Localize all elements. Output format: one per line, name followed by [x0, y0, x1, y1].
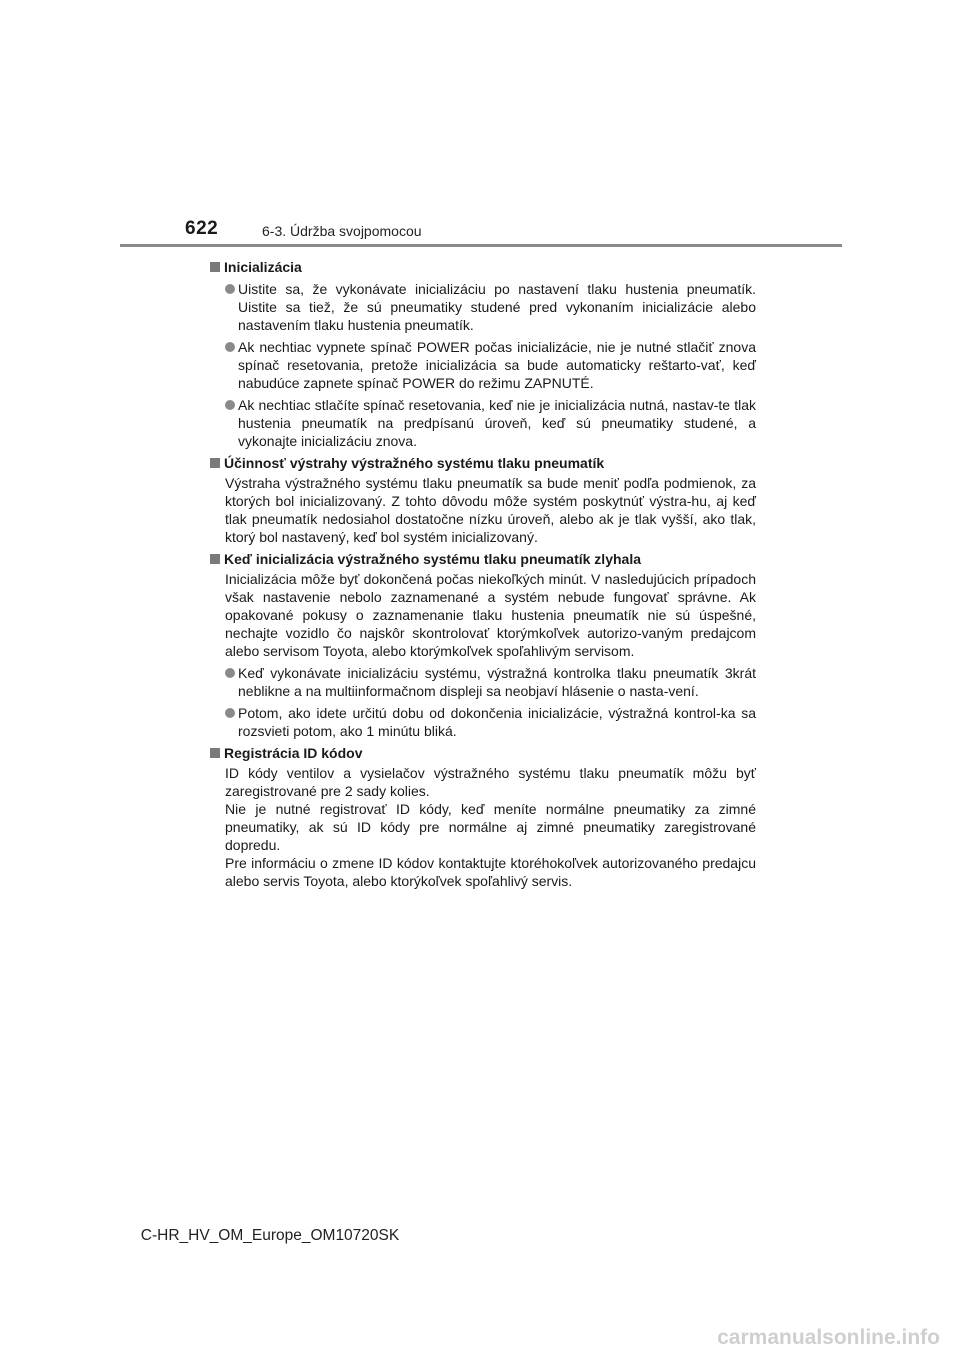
section-initialization-failed: [208, 550, 756, 740]
list-item: Keď vykonávate inicializáciu systému, výstražná kontrolka tlaku pneumatík 3krát neblikne a na multiinformačnom displeji sa neobjaví hlásenie o nasta-vení.: [225, 664, 756, 700]
round-bullet-icon: [225, 342, 235, 352]
list-item: Ak nechtiac stlačíte spínač resetovania, keď nie je inicializácia nutná, nastav-te tlak hustenia pneumatík na predpísanú úroveň, keď sú pneumatiky studené, a vykonajte inicializáciu znova.: [225, 396, 756, 450]
section-id-registration: [208, 744, 756, 890]
page-number: 622: [185, 218, 219, 239]
section-heading: Účinnosť výstrahy výstražného systému tlaku pneumatík: [208, 454, 756, 472]
page-content: [208, 254, 756, 894]
section-heading: Inicializácia: [208, 258, 756, 276]
paragraph: Inicializácia môže byť dokončená počas niekoľkých minút. V nasledujúcich prípadoch však nastavenie nebolo zaznamenané a systém nebude fungovať správne. Ak opakované pokusy o zaznamenanie tlaku hustenia pneumatík nie sú úspešné, nechajte vozidlo čo najskôr skontrolovať ktorýmkoľvek autorizo-vaným predajcom alebo servisom Toyota, alebo ktorýmkoľvek spoľahlivým servisom.: [225, 571, 756, 659]
square-bullet-icon: [210, 262, 220, 272]
round-bullet-icon: [225, 400, 235, 410]
header-divider: [120, 244, 842, 247]
watermark: carmanualsonline.info: [717, 1326, 940, 1349]
list-item: Potom, ako idete určitú dobu od dokončenia inicializácie, výstražná kontrol-ka sa rozsvieti potom, ako 1 minútu bliká.: [225, 704, 756, 740]
round-bullet-icon: [225, 284, 235, 294]
document-footer: C-HR_HV_OM_Europe_OM10720SK: [140, 1227, 400, 1244]
section-heading: Registrácia ID kódov: [208, 744, 756, 762]
paragraph: Pre informáciu o zmene ID kódov kontaktujte ktoréhokoľvek autorizovaného predajcu alebo servis Toyota, alebo ktorýkoľvek spoľahlivý servis.: [225, 855, 756, 889]
paragraph: Nie je nutné registrovať ID kódy, keď meníte normálne pneumatiky za zimné pneumatiky, ak sú ID kódy pre normálne aj zimné pneumatiky zaregistrované dopredu.: [225, 801, 756, 853]
square-bullet-icon: [210, 554, 220, 564]
list-item: Uistite sa, že vykonávate inicializáciu po nastavení tlaku hustenia pneumatík. Uistite sa tiež, že sú pneumatiky studené pred vykonaním inicializácie alebo nastavením tlaku hustenia pneumatík.: [225, 280, 756, 334]
list-item: Ak nechtiac vypnete spínač POWER počas inicializácie, nie je nutné stlačiť znova spínač resetovania, pretože inicializácia sa bude automaticky reštarto-vať, keď nabudúce zapnete spínač POWER do režimu ZAPNUTÉ.: [225, 338, 756, 392]
round-bullet-icon: [225, 708, 235, 718]
square-bullet-icon: [210, 748, 220, 758]
section-warning-effectiveness: [208, 454, 756, 546]
paragraph: Výstraha výstražného systému tlaku pneumatík sa bude meniť podľa podmienok, za ktorých bol inicializovaný. Z tohto dôvodu môže systém poskytnúť výstra-hu, aj keď tlak pneumatík nedosiahol dostatočne nízku úroveň, alebo ak je tlak vyšší, ako tlak, ktorý bol nastavený, keď bol systém inicializovaný.: [225, 475, 756, 545]
paragraph: ID kódy ventilov a vysielačov výstražného systému tlaku pneumatík môžu byť zaregistrované pre 2 sady kolies.: [225, 765, 756, 799]
square-bullet-icon: [210, 458, 220, 468]
section-initialization: [208, 258, 756, 450]
section-heading: Keď inicializácia výstražného systému tlaku pneumatík zlyhala: [208, 550, 756, 568]
round-bullet-icon: [225, 668, 235, 678]
section-title: 6-3. Údržba svojpomocou: [262, 223, 422, 239]
